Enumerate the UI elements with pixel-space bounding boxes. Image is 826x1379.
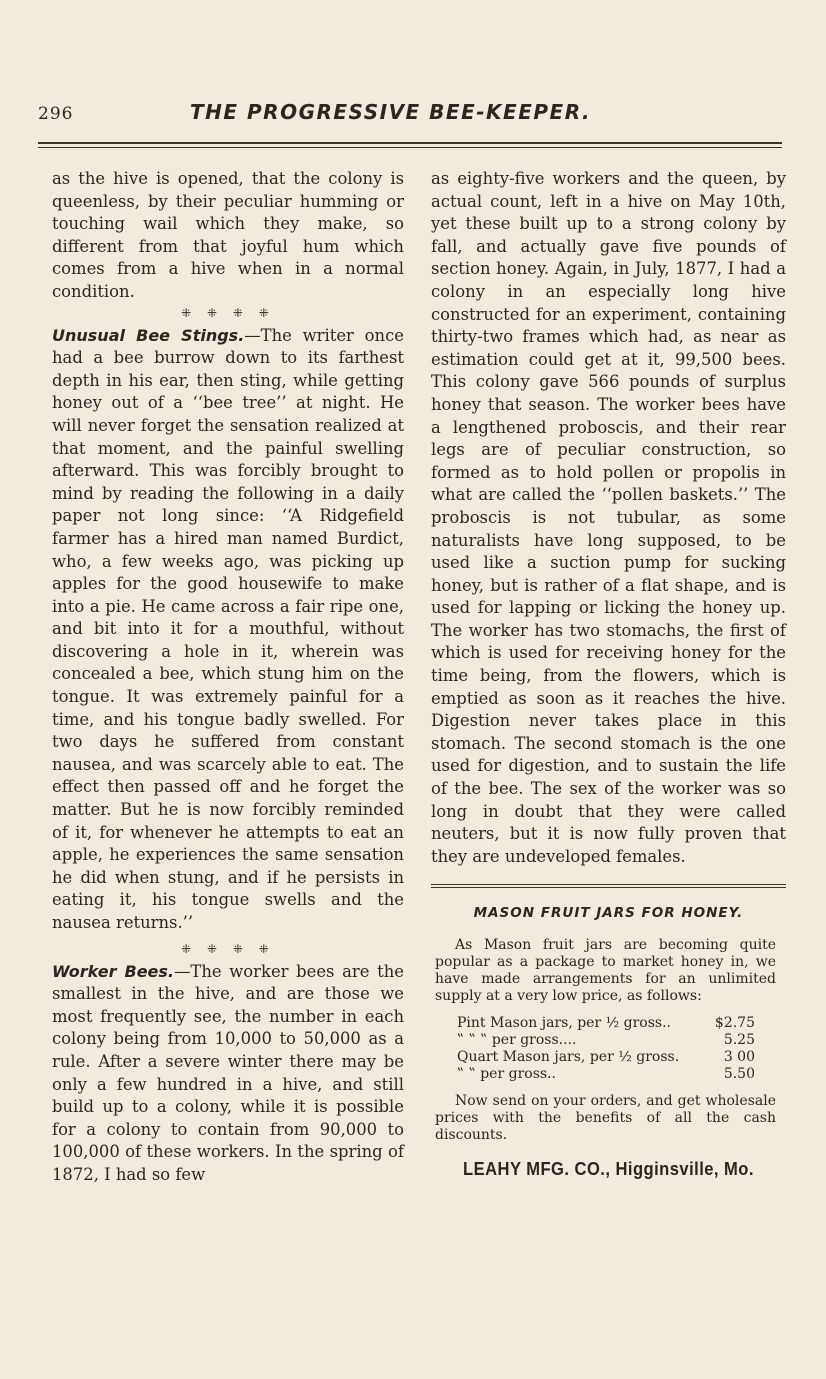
price-value: 5.50 [723, 1066, 755, 1082]
advertisement-rule [431, 884, 786, 888]
price-item: ‟ ‟ per gross.. [457, 1066, 556, 1082]
unusual-bee-stings-paragraph [52, 325, 404, 935]
header-rule [38, 142, 782, 144]
page-header [0, 100, 826, 130]
price-row [457, 1049, 786, 1066]
price-value: 5.25 [723, 1032, 755, 1048]
company-name: LEAHY MFG. CO., Higginsville, Mo. [463, 1159, 754, 1179]
advertisement-intro: As Mason fruit jars are becoming quite popular as a package to market honey in, we have made arrangements for an unlimited supply at a very low price, as follows: [435, 937, 776, 1004]
advertisement-title: MASON FRUIT JARS FOR HONEY. [473, 905, 744, 922]
price-item: Pint Mason jars, per ½ gross.. [457, 1015, 671, 1031]
right-column [431, 168, 786, 1181]
price-item: ‟ ‟ ‟ per gross.... [457, 1032, 577, 1048]
unusual-bee-stings-body: —The writer once had a bee burrow down to its farthest depth in his ear, then sting, while getting honey out of a ‘‘bee tree’’ at night. He will never forget the sensation realized at that moment, and the painful swelling afterward. This was forcibly brought to mind by reading the following in a daily paper not long since: ‘‘A Ridgefield farmer has a hired man named Burdict, who, a few weeks ago, was picking up apples for the good housewife to make into a pie. He came across a fair ripe one, and bit into it for a mouthful, without discovering a hole in it, wherein was concealed a bee, which stung him on the tongue. It was extremely painful for a time, and his tongue badly swelled. For two days he suffered from constant nausea, and was scarcely able to eat. The effect then passed off and he forget the matter. But he is now forcibly reminded of it, for whenever he attempts to eat an apple, he experiences the same sensation he did when stung, and if he persists in eating it, his tongue swells and the nausea returns.’’ [52, 325, 404, 932]
worker-bees-body: —The worker bees are the smallest in the hive, and are those we most frequently see, the number in each colony being from 10,000 to 50,000 as a rule. After a severe winter there may be only a few hundred in a hive, and still build up to a colony, while it is possible for a colony to contain from 90,000 to 100,000 of these workers. In the spring of 1872, I had so few [52, 961, 404, 1184]
worker-bees-paragraph [52, 961, 404, 1187]
price-row [457, 1032, 786, 1049]
price-value: 3 00 [723, 1049, 755, 1065]
advertisement [431, 902, 786, 1180]
left-column [52, 168, 404, 1187]
journal-title: THE PROGRESSIVE BEE-KEEPER. [190, 100, 592, 124]
price-row [457, 1015, 786, 1032]
section-heading-unusual-bee-stings: Unusual Bee Stings. [52, 325, 245, 345]
price-row [457, 1066, 786, 1083]
price-item: Quart Mason jars, per ½ gross. [457, 1049, 680, 1065]
section-heading-worker-bees: Worker Bees. [52, 961, 175, 981]
page-number: 296 [38, 104, 74, 124]
section-divider: ⁜ ⁜ ⁜ ⁜ [181, 305, 275, 320]
advertisement-closing: Now send on your orders, and get wholesale prices with the benefits of all the cash discounts. [435, 1093, 776, 1143]
header-rule-thin [38, 147, 782, 148]
price-list [457, 1015, 786, 1083]
worker-bees-continuation: as eighty-five workers and the queen, by actual count, left in a hive on May 10th, yet these built up to a strong colony by fall, and actually gave five pounds of section honey. Again, in July, 1877, I had a colony in an especially long hive constructed for an experiment, containing thirty-two frames which had, as near as estimation could get at it, 99,500 bees. This colony gave 566 pounds of surplus honey that season. The worker bees have a lengthened proboscis, and their rear legs are of peculiar construction, so formed as to hold pollen or propolis in what are called the ‘‘pollen baskets.’’ The proboscis is not tubular, as some naturalists have long supposed, to be used like a suction pump for sucking honey, but is rather of a flat shape, and is used for lapping or licking the honey up. The worker has two stomachs, the first of which is used for receiving honey for the time being, from the flowers, which is emptied as soon as it reaches the hive. Digestion never takes place in this stomach. The second stomach is the one used for digestion, and to sustain the life of the bee. The sex of the worker was so long in doubt that they were called neuters, but it is now fully proven that they are undeveloped females. [431, 169, 786, 866]
intro-paragraph: as the hive is opened, that the colony is queenless, by their peculiar humming or touching wail which they make, so different from that joyful hum which comes from a hive when in a normal condition. [52, 169, 404, 301]
price-value: $2.75 [714, 1015, 755, 1031]
section-divider: ⁜ ⁜ ⁜ ⁜ [181, 941, 275, 956]
